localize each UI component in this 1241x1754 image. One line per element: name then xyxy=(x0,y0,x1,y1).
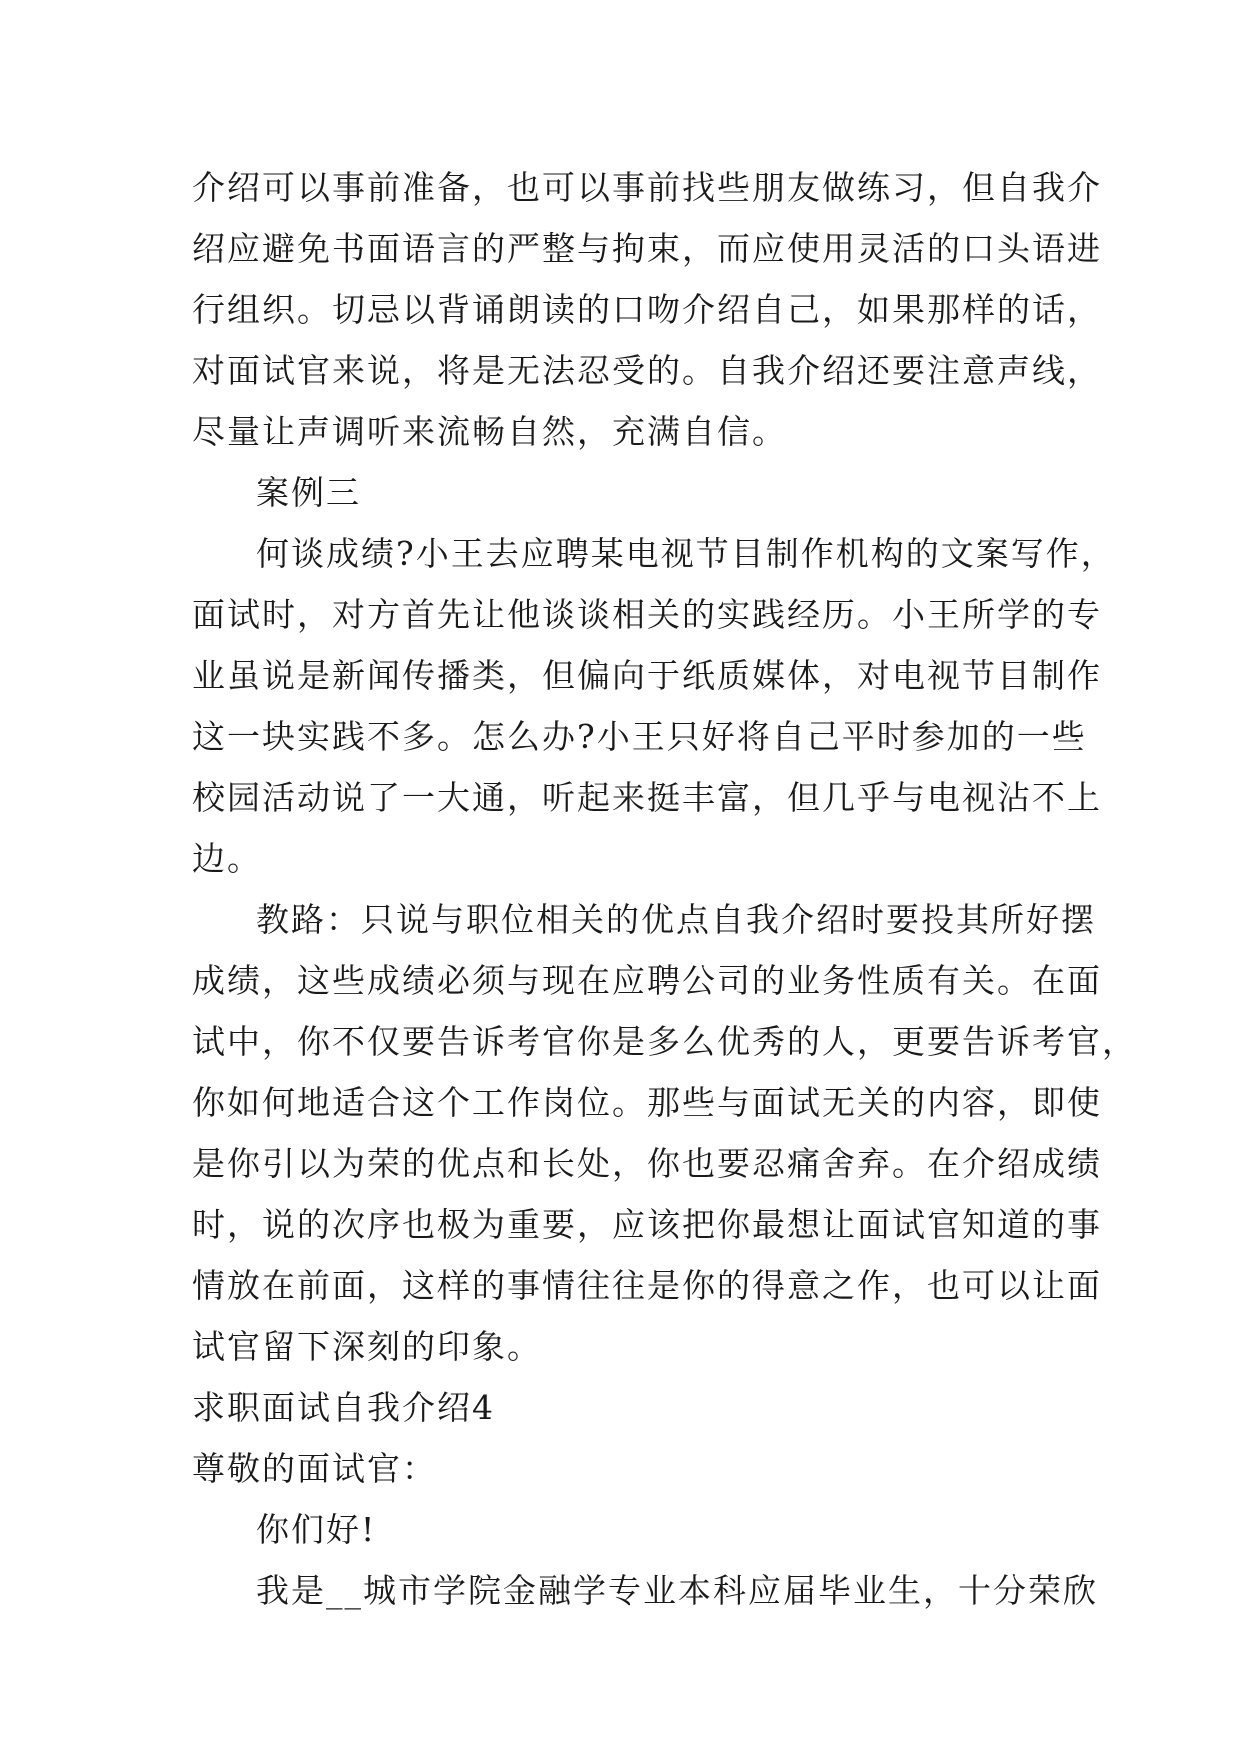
text-line: 尽量让声调听来流畅自然，充满自信。 xyxy=(192,412,787,451)
text-line: 试官留下深刻的印象。 xyxy=(192,1327,542,1366)
text-line: 边。 xyxy=(192,839,262,878)
text-line: 这一块实践不多。怎么办?小王只好将自己平时参加的一些 xyxy=(192,717,1087,756)
text-line: 教路：只说与职位相关的优点自我介绍时要投其所好摆 xyxy=(256,900,1096,939)
section-title: 求职面试自我介绍4 xyxy=(192,1388,495,1427)
text-line: 情放在前面，这样的事情往往是你的得意之作，也可以让面 xyxy=(192,1266,1102,1305)
text-line: 我是__城市学院金融学专业本科应届毕业生，十分荣欣 xyxy=(256,1571,1098,1610)
text-line: 时，说的次序也极为重要，应该把你最想让面试官知道的事 xyxy=(192,1205,1102,1244)
text-line: 成绩，这些成绩必须与现在应聘公司的业务性质有关。在面 xyxy=(192,961,1102,1000)
text-line: 对面试官来说，将是无法忍受的。自我介绍还要注意声线， xyxy=(192,351,1102,390)
text-line: 何谈成绩?小王去应聘某电视节目制作机构的文案写作， xyxy=(256,534,1116,573)
text-line: 面试时，对方首先让他谈谈相关的实践经历。小王所学的专 xyxy=(192,595,1102,634)
text-line: 行组织。切忌以背诵朗读的口吻介绍自己，如果那样的话， xyxy=(192,290,1102,329)
text-line: 你如何地适合这个工作岗位。那些与面试无关的内容，即使 xyxy=(192,1083,1102,1122)
text-line: 是你引以为荣的优点和长处，你也要忍痛舍弃。在介绍成绩 xyxy=(192,1144,1102,1183)
text-line: 介绍可以事前准备，也可以事前找些朋友做练习，但自我介 xyxy=(192,168,1102,207)
section-heading: 案例三 xyxy=(256,473,361,512)
greeting: 你们好! xyxy=(256,1510,377,1549)
text-line: 试中，你不仅要告诉考官你是多么优秀的人，更要告诉考官， xyxy=(192,1022,1137,1061)
text-line: 绍应避免书面语言的严整与拘束，而应使用灵活的口头语进 xyxy=(192,229,1102,268)
text-line: 业虽说是新闻传播类，但偏向于纸质媒体，对电视节目制作 xyxy=(192,656,1102,695)
salutation: 尊敬的面试官： xyxy=(192,1449,437,1488)
text-line: 校园活动说了一大通，听起来挺丰富，但几乎与电视沾不上 xyxy=(192,778,1102,817)
